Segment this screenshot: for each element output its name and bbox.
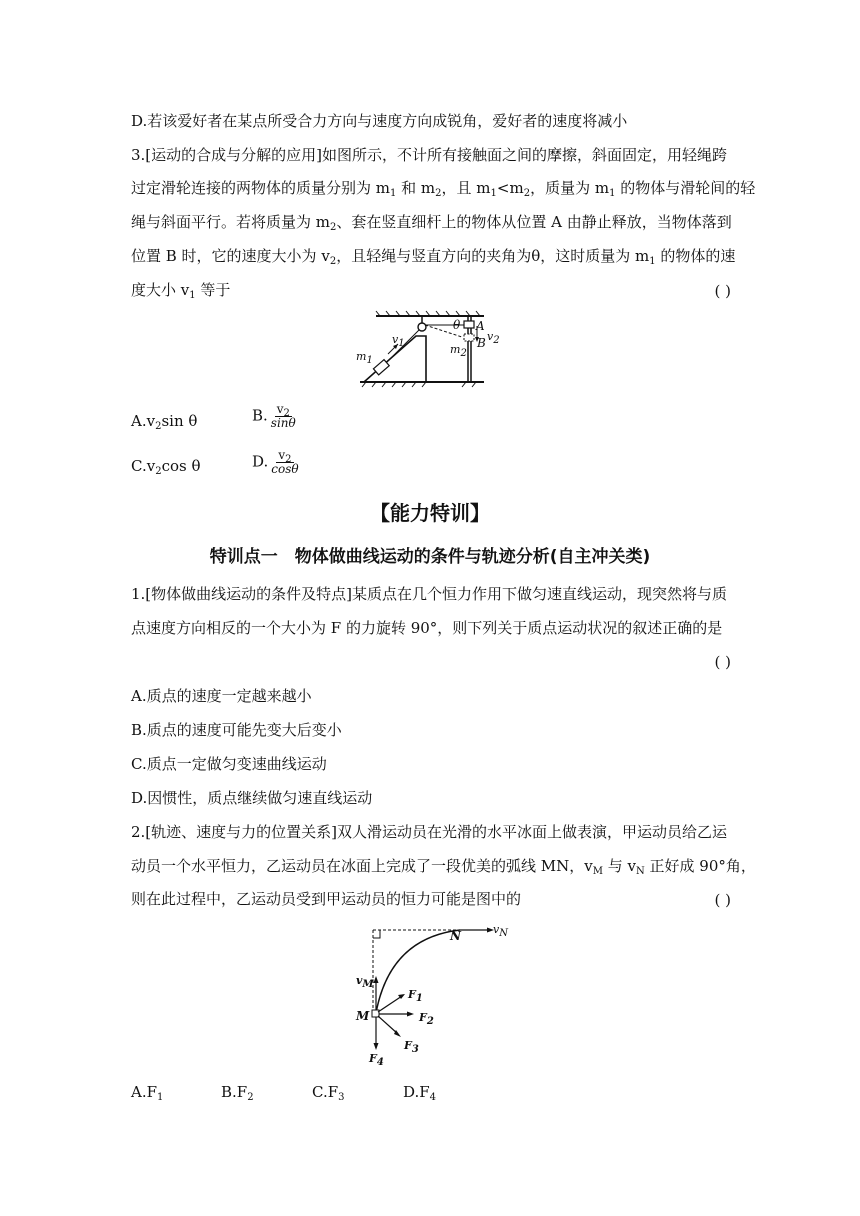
q3-text-line3: 绳与斜面平行。若将质量为 $m_2$、套在竖直细杆上的物体从位置 A 由静止释放，当物体落到 xyxy=(131,213,732,233)
s1q2-option-d: $D.F_4$ xyxy=(403,1083,437,1103)
s1q2-text-line3: 则在此过程中，乙运动员受到甲运动员的恒力可能是图中的 xyxy=(131,890,522,908)
s1q2-text-line2: 动员一个水平恒力，乙运动员在冰面上完成了一段优美的弧线 MN，$v_M$ 与 $v_N$ 正好成 90°角， xyxy=(131,857,756,877)
s1q1-option-b: B.质点的速度可能先变大后变小 xyxy=(131,721,342,739)
s1q1-text-line1: 1.[物体做曲线运动的条件及特点]某质点在几个恒力作用下做匀速直线运动，现突然将与质 xyxy=(131,585,728,603)
s1q2-label-f1: $F_1$ xyxy=(408,988,423,1004)
s1q2-option-c: $C.F_3$ xyxy=(312,1083,345,1103)
q3-incline-pulley-figure xyxy=(352,310,492,390)
q3-label-m1: $m_1$ xyxy=(356,350,373,366)
s1q2-text-line1: 2.[轨迹、速度与力的位置关系]双人滑运动员在光滑的水平冰面上做表演，甲运动员给乙运 xyxy=(131,823,728,841)
s1q1-text-line2: 点速度方向相反的一个大小为 F 的力旋转 90°，则下列关于质点运动状况的叙述正确的是 xyxy=(131,619,723,637)
q3-text-line2: 过定滑轮连接的两物体的质量分别为 $m_1$ 和 $m_2$，且 $m_1<m_2$，质量为 $m_1$ 的物体与滑轮间的轻 xyxy=(131,179,756,199)
s1q2-label-vm: $v_M$ xyxy=(356,974,374,990)
section-title: 【能力特训】 xyxy=(370,501,490,525)
q3-text-line1: 3.[运动的合成与分解的应用]如图所示，不计所有接触面之间的摩擦，斜面固定，用轻绳跨 xyxy=(131,146,728,164)
q3-option-b: B. $\frac{v_2}{\sin\theta}$ xyxy=(252,402,296,430)
q3-label-v1: $v_1$ xyxy=(392,333,405,349)
s1q2-label-f3: $F_3$ xyxy=(404,1039,419,1055)
q2-option-d: D.若该爱好者在某点所受合力方向与速度方向成锐角，爱好者的速度将减小 xyxy=(131,112,628,130)
s1q2-label-f4: $F_4$ xyxy=(369,1052,384,1068)
q3-label-theta: θ xyxy=(453,318,461,332)
q3-option-c: $C.v_2\cos$ θ xyxy=(131,457,201,477)
q3-label-a: A xyxy=(476,319,485,333)
s1q1-option-a: A.质点的速度一定越来越小 xyxy=(131,687,312,705)
s1q2-option-a: $A.F_1$ xyxy=(131,1083,164,1103)
s1q2-label-f2: $F_2$ xyxy=(419,1011,434,1027)
q3-label-b: B xyxy=(477,336,486,350)
subsection-title: 特训点一 物体做曲线运动的条件与轨迹分析(自主冲关类) xyxy=(209,547,651,567)
s1q2-trajectory-figure xyxy=(350,918,520,1068)
s1q2-label-vn: $v_N$ xyxy=(493,923,508,939)
q3-label-m2: $m_2$ xyxy=(450,343,467,359)
s1q2-answer-bracket: ( ) xyxy=(714,891,731,909)
q3-option-a: $A.v_2\sin$ θ xyxy=(131,412,198,432)
s1q2-label-m: M xyxy=(356,1009,370,1023)
q3-text-line4: 位置 B 时，它的速度大小为 $v_2$，且轻绳与竖直方向的夹角为θ，这时质量为 $m_1$ 的物体的速 xyxy=(131,247,736,267)
s1q1-option-c: C.质点一定做匀变速曲线运动 xyxy=(131,755,327,773)
q3-text-line5: 度大小 $v_1$ 等于 xyxy=(131,281,231,301)
s1q1-option-d: D.因惯性，质点继续做匀速直线运动 xyxy=(131,789,373,807)
s1q2-label-n: N xyxy=(450,929,461,943)
q3-answer-bracket: ( ) xyxy=(714,282,731,300)
s1q2-option-b: $B.F_2$ xyxy=(221,1083,254,1103)
s1q1-answer-bracket: ( ) xyxy=(714,653,731,671)
q3-option-d: D. $\frac{v_2}{\cos\theta}$ xyxy=(252,448,299,476)
q3-label-v2: $v_2$ xyxy=(487,330,500,346)
